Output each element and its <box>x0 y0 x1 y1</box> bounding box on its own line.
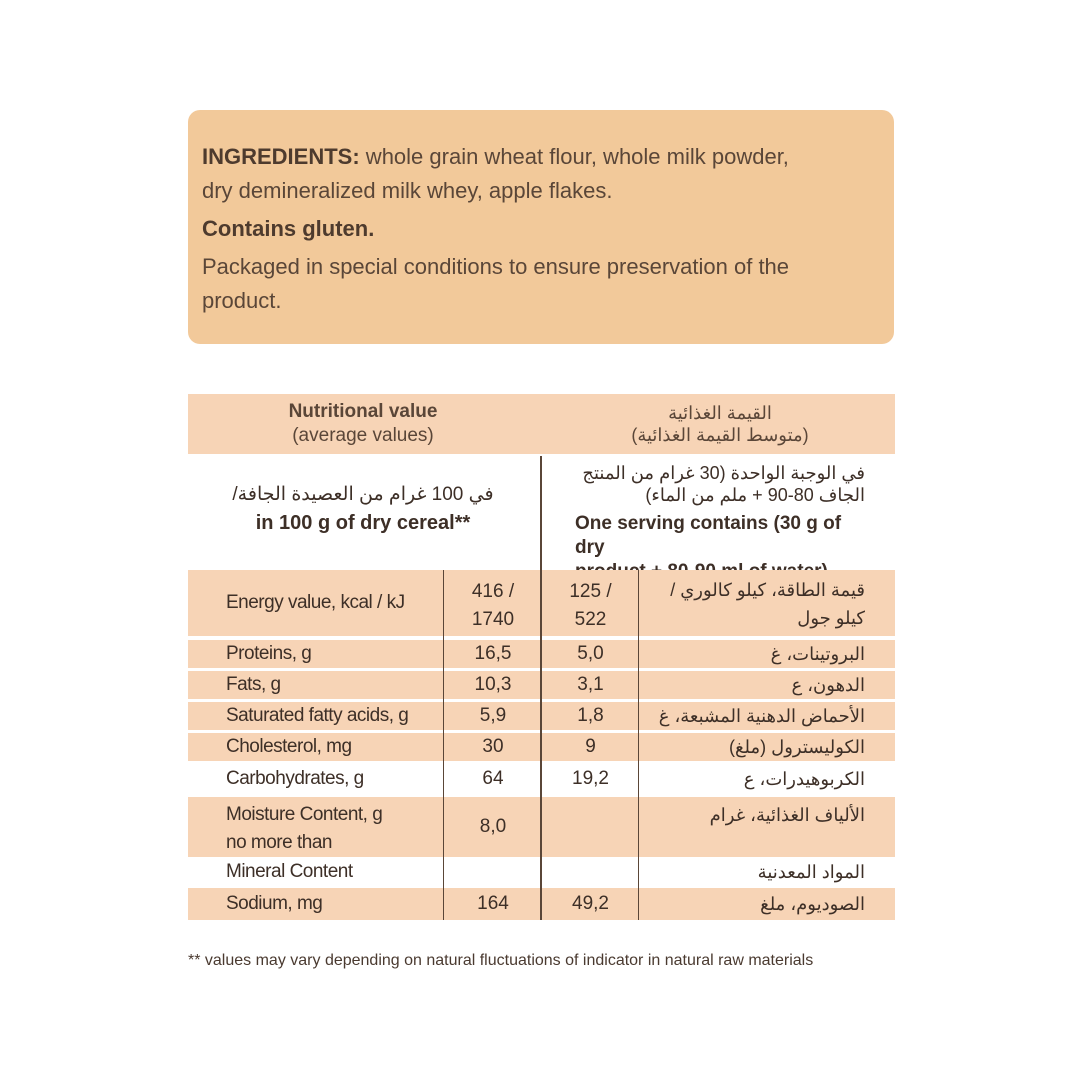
nutrient-label: Moisture Content, g <box>226 804 383 825</box>
nutrition-table <box>188 394 895 920</box>
value-per100 <box>443 578 543 634</box>
nutrient-name: Proteins, g <box>226 643 312 664</box>
nutrient-name: Carbohydrates, g <box>226 768 364 789</box>
arabic-a: قيمة الطاقة، كيلو كالوري / <box>670 580 865 600</box>
nutrient-label: no more than <box>226 832 332 853</box>
ingredients-text <box>202 140 880 174</box>
per100-header <box>188 482 538 538</box>
packaging-line2: product. <box>202 288 282 313</box>
value-serving: 9 <box>585 736 596 757</box>
nutrient-arabic: الدهون، ع <box>791 675 865 695</box>
nutrient-name <box>188 801 443 857</box>
ingredients-line2: dry demineralized milk whey, apple flakes. <box>202 178 613 203</box>
value-serving: 3,1 <box>577 674 604 695</box>
column-divider <box>443 570 444 920</box>
value-serving: 19,2 <box>572 768 609 789</box>
value-per100: 164 <box>477 893 509 914</box>
column-divider <box>638 570 639 920</box>
serving-english-1: One serving contains (30 g of dry <box>575 513 842 558</box>
header-english <box>188 400 538 448</box>
nutrient-name: Mineral Content <box>226 861 353 882</box>
table-header <box>188 394 895 454</box>
header-ar-title: القيمة الغذائية <box>668 403 772 423</box>
header-ar-sub: (متوسط القيمة الغذائية) <box>631 425 809 445</box>
allergen-text: Contains gluten. <box>202 216 375 241</box>
nutrient-arabic <box>643 576 895 632</box>
value-serving <box>543 578 638 634</box>
nutrient-arabic: الأحماض الدهنية المشبعة، غ <box>658 706 865 726</box>
nutrient-label: Energy value, kcal / kJ <box>226 592 405 613</box>
value-a: 416 / <box>471 581 515 602</box>
packaging-line1: Packaged in special conditions to ensure preservation of the <box>202 254 790 279</box>
nutrient-arabic: المواد المعدنية <box>757 862 865 882</box>
arabic-b: كيلو جول <box>797 608 865 628</box>
nutrient-arabic: الكربوهيدرات، ع <box>743 769 865 789</box>
value-b: 1740 <box>471 609 515 630</box>
value-per100: 64 <box>482 768 504 789</box>
value-per100: 5,9 <box>479 705 507 726</box>
value-serving: 5,0 <box>577 643 604 664</box>
nutrient-arabic: الصوديوم، ملغ <box>760 894 865 914</box>
ingredients-line1: whole grain wheat flour, whole milk powder, <box>359 144 789 169</box>
serving-arabic-1: في الوجبة الواحدة (30 غرام من المنتج <box>582 463 865 483</box>
header-arabic <box>545 402 895 446</box>
per100-english: in 100 g of dry cereal** <box>255 512 471 534</box>
ingredients-box <box>188 110 894 344</box>
per100-arabic: في 100 غرام من العصيدة الجافة/ <box>232 484 494 505</box>
serving-arabic-2: الجاف 80-90 + ملم من الماء) <box>645 485 865 505</box>
footnote: ** values may vary depending on natural fluctuations of indicator in natural raw materials <box>188 952 814 969</box>
value-serving: 49,2 <box>572 893 609 914</box>
column-divider-main <box>540 456 542 920</box>
serving-header <box>543 462 895 584</box>
value-serving: 1,8 <box>577 705 604 726</box>
nutrient-name: Sodium, mg <box>226 893 323 914</box>
nutrient-arabic: البروتينات، غ <box>770 644 865 664</box>
value-per100: 30 <box>482 736 504 757</box>
value-per100: 8,0 <box>479 816 507 837</box>
value-per100: 16,5 <box>474 643 512 664</box>
value-b: 522 <box>574 609 607 630</box>
value-per100: 10,3 <box>474 674 512 695</box>
nutrient-name: Cholesterol, mg <box>226 736 352 757</box>
header-en-sub: (average values) <box>292 425 434 446</box>
nutrient-arabic: الألياف الغذائية، غرام <box>709 805 865 825</box>
value-a: 125 / <box>569 581 612 602</box>
nutrient-name: Fats, g <box>226 674 281 695</box>
nutrient-name <box>188 570 443 636</box>
allergen-note <box>202 212 880 246</box>
nutrient-name: Saturated fatty acids, g <box>226 705 409 726</box>
nutrient-arabic: الكوليسترول (ملغ) <box>728 737 865 757</box>
header-en-title: Nutritional value <box>288 401 438 422</box>
ingredients-label: INGREDIENTS: <box>202 144 360 169</box>
